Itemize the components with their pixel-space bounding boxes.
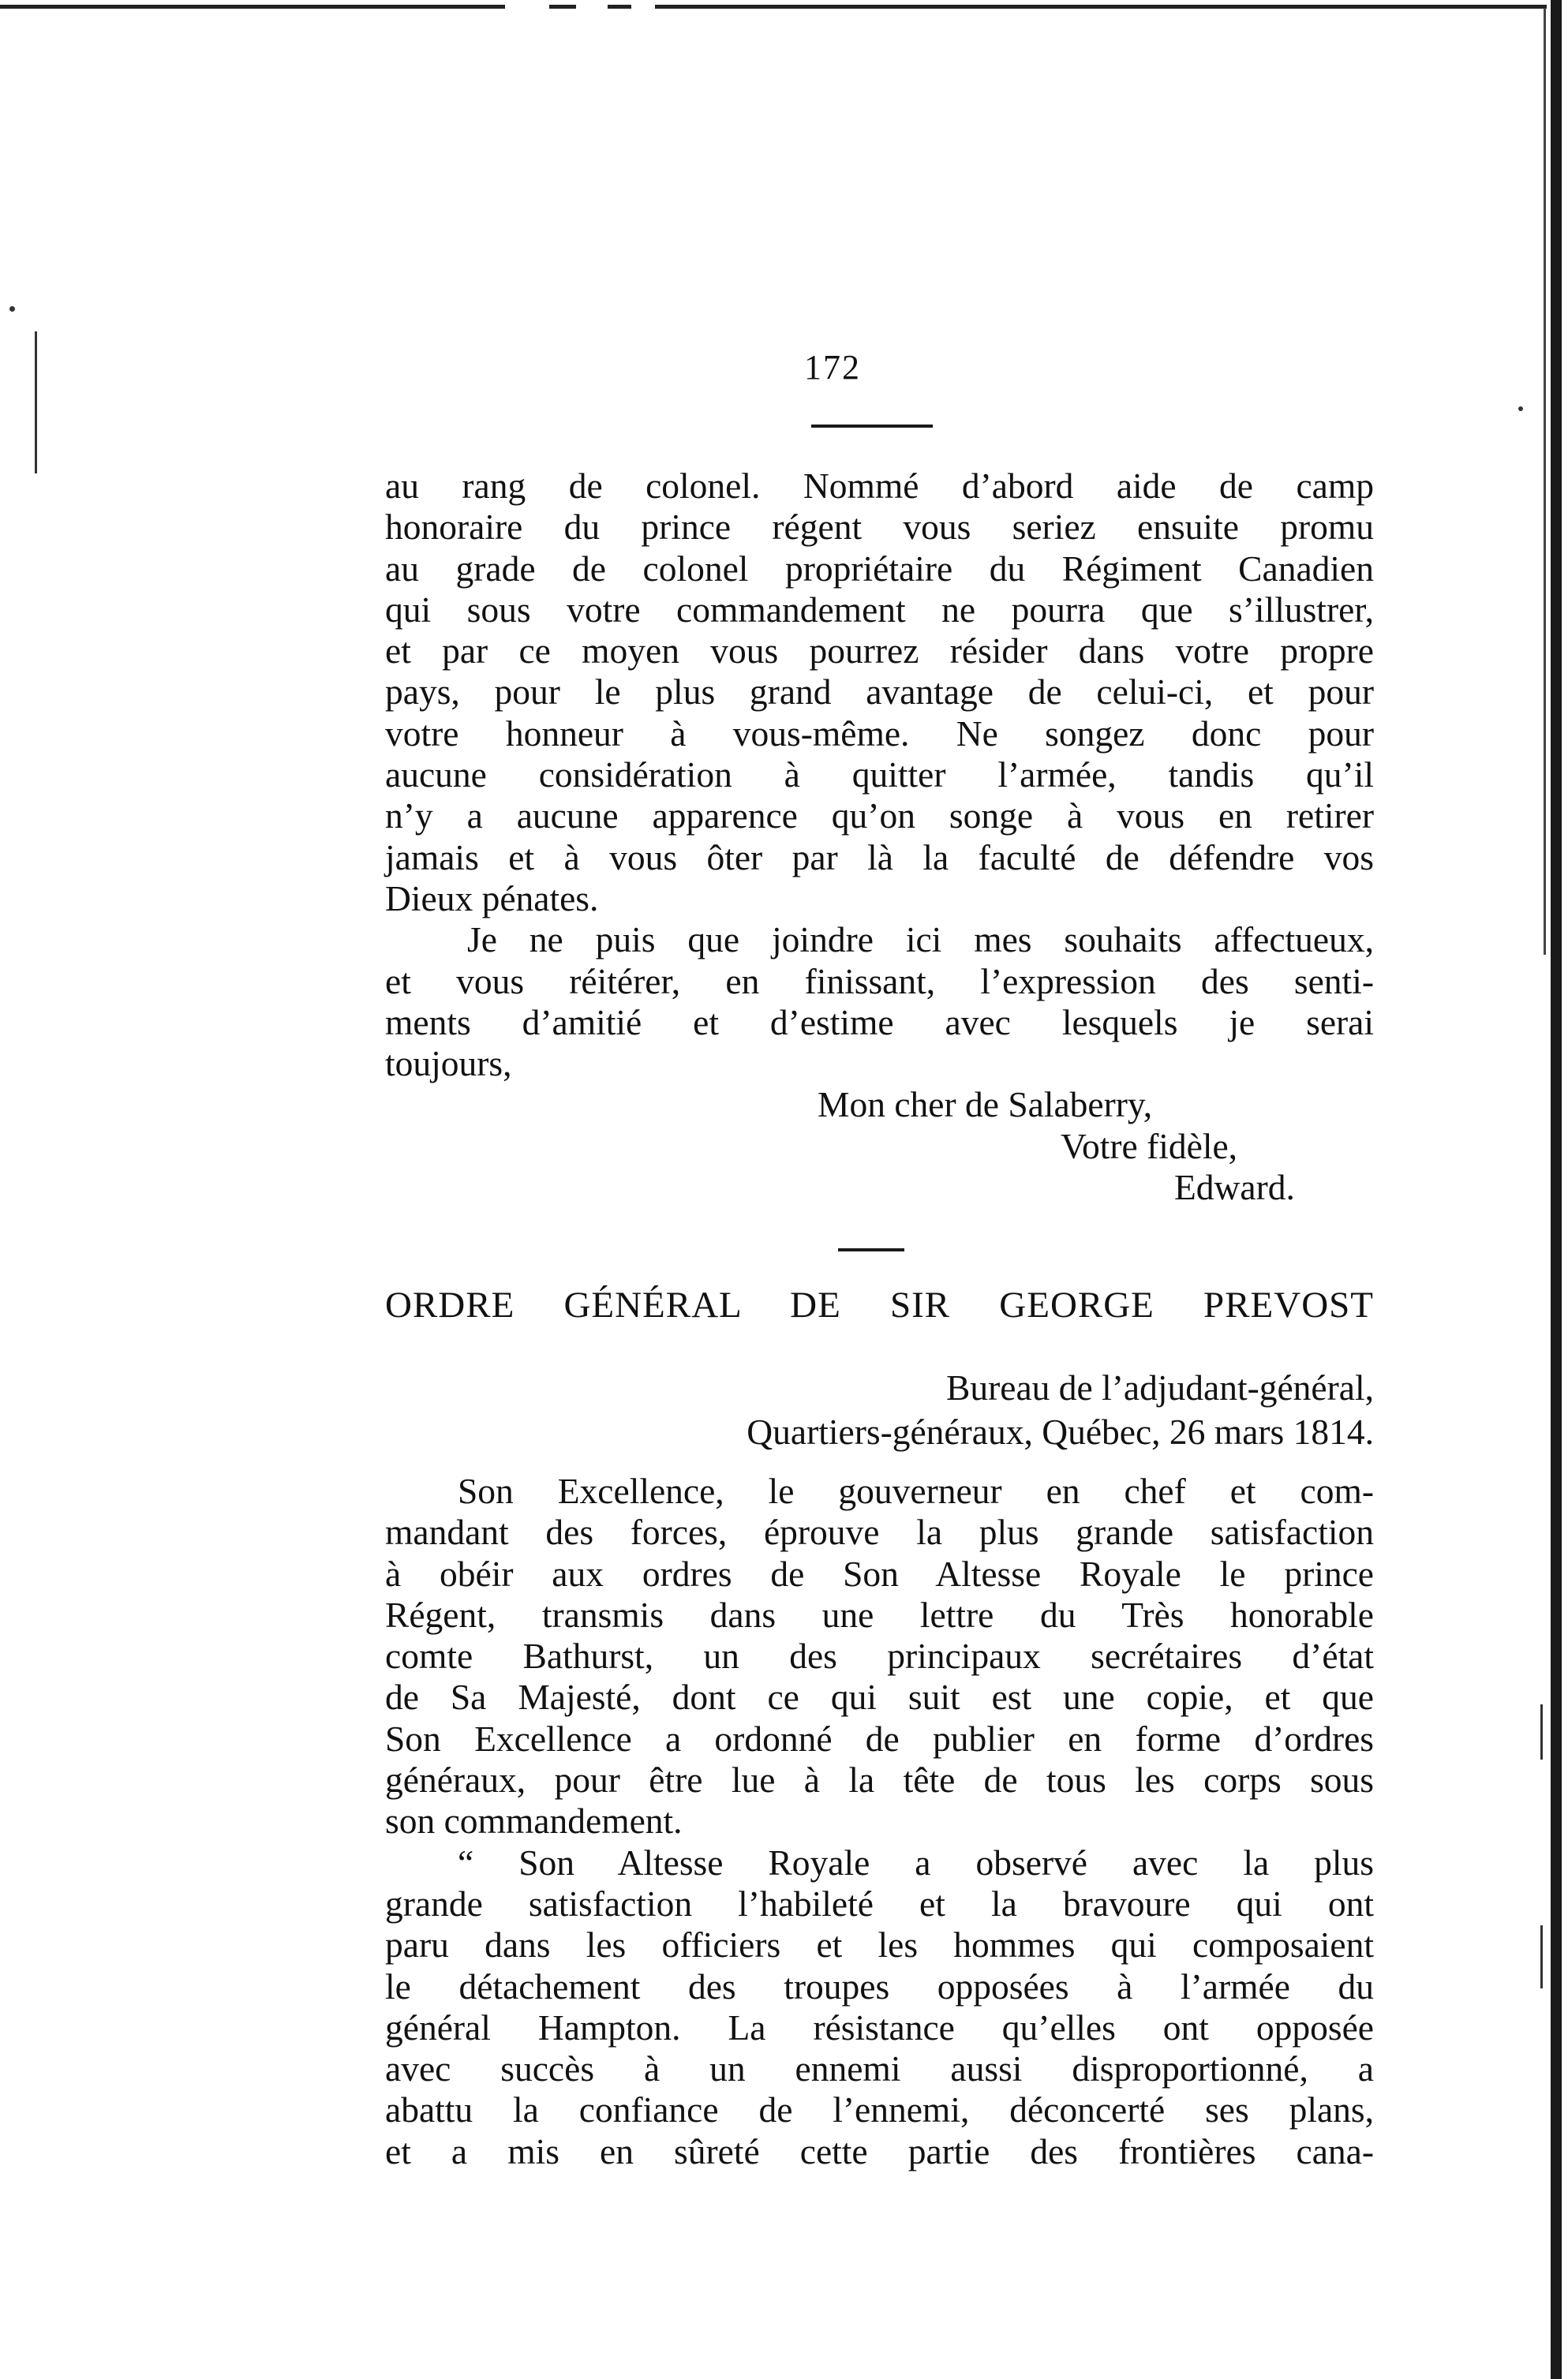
text-line: jamais et à vous ôter par là la faculté de défendre vos	[385, 836, 1374, 877]
text-line: grande satisfaction l’habileté et la bravoure qui ont	[385, 1883, 1374, 1924]
letter-valediction: Votre fidèle,	[1061, 1125, 1238, 1166]
header-rule	[811, 425, 933, 428]
text-line: votre honneur à vous-même. Ne songez donc pour	[385, 713, 1374, 754]
scan-speck	[9, 306, 15, 312]
text-line: Son Excellence a ordonné de publier en forme d’ordres	[385, 1718, 1374, 1759]
text-line: de Sa Majesté, dont ce qui suit est une copie, et que	[385, 1677, 1374, 1718]
scan-edge-gap	[505, 3, 549, 10]
text-line: comte Bathurst, un des principaux secrétaires d’état	[385, 1636, 1374, 1677]
scan-edge-mark	[1540, 1925, 1543, 1988]
text-line: son commandement.	[385, 1801, 683, 1842]
scan-edge-mark	[1540, 1704, 1543, 1760]
letter-salutation: Mon cher de Salaberry,	[818, 1084, 1153, 1125]
text-line: avec succès à un ennemi aussi disproportionné, a	[385, 2048, 1374, 2089]
text-line: “ Son Altesse Royale a observé avec la plus	[458, 1842, 1374, 1883]
order-place-line-1: Bureau de l’adjudant-général,	[946, 1367, 1374, 1408]
text-line: général Hampton. La résistance qu’elles ont opposée	[385, 2007, 1374, 2048]
text-line: le détachement des troupes opposées à l’armée du	[385, 1966, 1374, 2007]
text-line: Dieux pénates.	[385, 877, 599, 918]
order-place-line-2: Quartiers-généraux, Québec, 26 mars 1814.	[747, 1412, 1374, 1453]
text-line: pays, pour le plus grand avantage de celui-ci, et pour	[385, 671, 1374, 713]
scan-edge-right-inner	[1544, 8, 1546, 955]
letter-body	[385, 466, 1374, 1208]
text-line: n’y a aucune apparence qu’on songe à vous en retirer	[385, 795, 1374, 836]
order-body	[385, 1471, 1374, 2172]
scan-edge-top	[0, 5, 1547, 9]
text-line: aucune considération à quitter l’armée, tandis qu’il	[385, 754, 1374, 795]
page-number: 172	[804, 348, 861, 387]
scan-edge-gap	[631, 3, 655, 10]
letter-signature: Edward.	[1174, 1167, 1295, 1208]
text-line: mandant des forces, éprouve la plus grande satisfaction	[385, 1512, 1374, 1553]
text-line: et vous réitérer, en finissant, l’expression des senti-	[385, 960, 1374, 1001]
order-dateline	[385, 1367, 1374, 1453]
text-line: paru dans les officiers et les hommes qui composaient	[385, 1925, 1374, 1966]
text-line: et a mis en sûreté cette partie des frontières cana-	[385, 2130, 1374, 2171]
text-line: et par ce moyen vous pourrez résider dans votre propre	[385, 630, 1374, 671]
text-line: Je ne puis que joindre ici mes souhaits affectueux,	[467, 919, 1374, 960]
text-line: à obéir aux ordres de Son Altesse Royale le prince	[385, 1553, 1374, 1594]
order-heading: ORDRE GÉNÉRAL DE SIR GEORGE PREVOST	[385, 1285, 1374, 1326]
text-line: au rang de colonel. Nommé d’abord aide de camp	[385, 466, 1374, 506]
text-line: honoraire du prince régent vous seriez ensuite promu	[385, 507, 1374, 548]
text-line: Régent, transmis dans une lettre du Très honorable	[385, 1594, 1374, 1635]
text-line: abattu la confiance de l’ennemi, déconcerté ses plans,	[385, 2089, 1374, 2130]
scan-edge-gap	[576, 3, 608, 10]
scan-speck	[1518, 406, 1523, 411]
text-line: Son Excellence, le gouverneur en chef et com-	[458, 1471, 1374, 1511]
text-line: au grade de colonel propriétaire du Régiment Canadien	[385, 548, 1374, 589]
text-line: qui sous votre commandement ne pourra que s’illustrer,	[385, 589, 1374, 630]
section-rule	[838, 1248, 904, 1251]
text-line: toujours,	[385, 1043, 512, 1084]
text-line: ments d’amitié et d’estime avec lesquels je serai	[385, 1001, 1374, 1042]
text-line: généraux, pour être lue à la tête de tous les corps sous	[385, 1760, 1374, 1801]
